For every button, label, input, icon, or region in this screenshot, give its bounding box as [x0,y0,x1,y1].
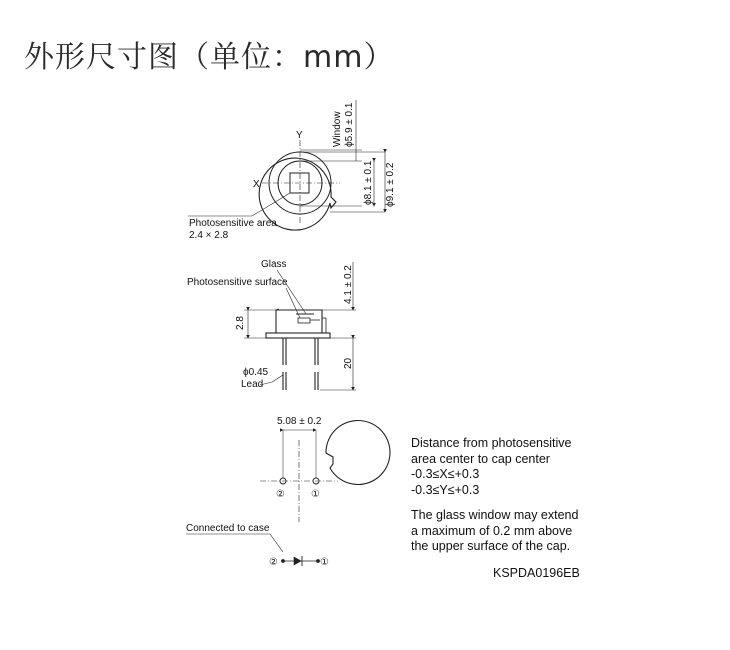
glass-label: Glass [261,259,287,270]
offset-note: Distance from photosensitive area center to cap center -0.3≤X≤+0.3 -0.3≤Y≤+0.3 [411,436,572,497]
photosensitive-area-label: Photosensitive area [189,218,277,229]
dim-cap-height: 2.8 [235,316,246,330]
window-label: Window [332,111,343,147]
case-connection-label: Connected to case [186,523,270,534]
glass-window-note: The glass window may extend a maximum of 0.2 mm above the upper surface of the cap. [411,508,579,553]
axis-y-label: Y [296,130,303,141]
dim-top: 4.1 ± 0.2 [343,265,354,304]
bottom-view [186,421,390,566]
lead-label: Lead [241,379,264,390]
axis-x-label: X [253,179,260,190]
drawing-code: KSPDA0196EB [493,566,580,580]
dim-lead-pitch: 5.08 ± 0.2 [277,416,322,427]
schematic-pin-1: ① [320,557,329,568]
dim-inner-diameter: ϕ8.1 ± 0.1 [363,160,374,205]
pin-2-label: ② [276,489,285,500]
photosensitive-surface-label: Photosensitive surface [187,277,288,288]
dim-lead-length: 20 [343,357,354,369]
page-title: 外形尺寸图（单位：mm） [24,40,395,75]
dim-window: ϕ5.9 ± 0.1 [344,102,355,147]
pin-1-label: ① [311,489,320,500]
dim-outer-diameter: ϕ9.1 ± 0.2 [385,162,396,207]
top-view [188,100,385,230]
photosensitive-area-value: 2.4 × 2.8 [189,230,229,241]
lead-diameter: ϕ0.45 [243,367,269,378]
schematic-pin-2: ② [269,557,278,568]
